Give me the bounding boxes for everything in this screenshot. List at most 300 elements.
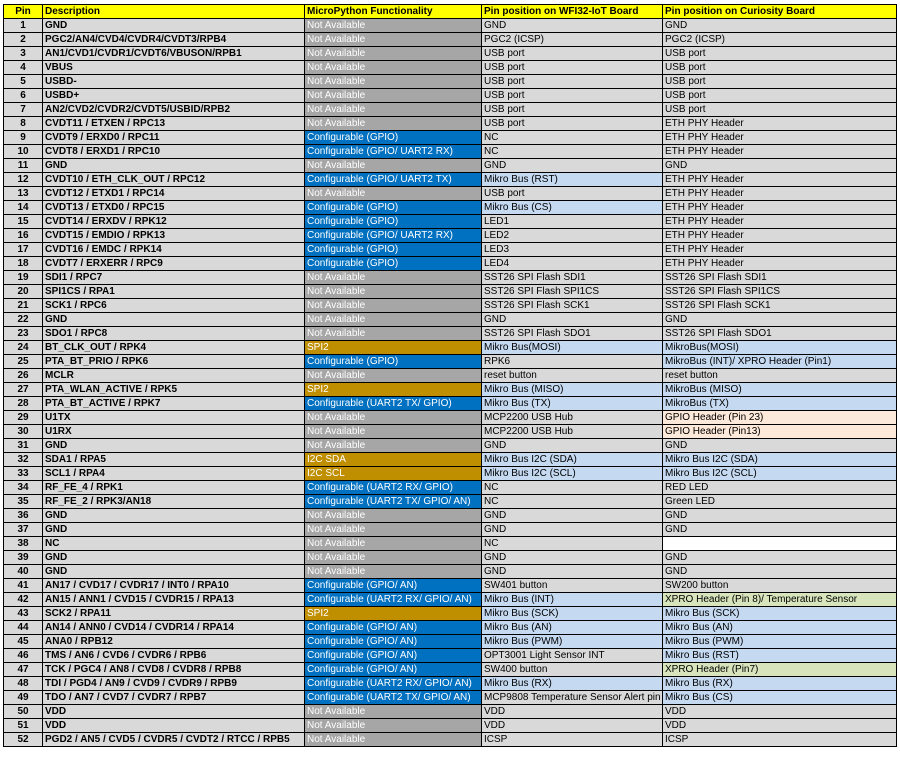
- pin-number-cell: 34: [4, 481, 43, 495]
- description-cell: TMS / AN6 / CVD6 / CVDR6 / RPB6: [43, 649, 305, 663]
- wfi32-position-cell: LED2: [482, 229, 663, 243]
- description-cell: CVDT10 / ETH_CLK_OUT / RPC12: [43, 173, 305, 187]
- wfi32-position-cell: PGC2 (ICSP): [482, 33, 663, 47]
- description-cell: RF_FE_4 / RPK1: [43, 481, 305, 495]
- pin-number-cell: 18: [4, 257, 43, 271]
- micropython-cell: Configurable (GPIO/ AN): [305, 663, 482, 677]
- micropython-cell: Configurable (UART2 RX/ GPIO/ AN): [305, 593, 482, 607]
- pin-number-cell: 49: [4, 691, 43, 705]
- wfi32-position-cell: Mikro Bus I2C (SCL): [482, 467, 663, 481]
- header-wfi32-position: Pin position on WFI32-IoT Board: [482, 5, 663, 19]
- pin-number-cell: 6: [4, 89, 43, 103]
- curiosity-position-cell: Mikro Bus (RX): [663, 677, 897, 691]
- micropython-cell: Configurable (GPIO/ AN): [305, 579, 482, 593]
- table-row: [4, 341, 897, 355]
- description-cell: TDI / PGD4 / AN9 / CVD9 / CVDR9 / RPB9: [43, 677, 305, 691]
- table-row: [4, 425, 897, 439]
- description-cell: GND: [43, 523, 305, 537]
- micropython-cell: Not Available: [305, 719, 482, 733]
- table-row: [4, 75, 897, 89]
- table-row: [4, 257, 897, 271]
- micropython-cell: Not Available: [305, 733, 482, 747]
- table-row: [4, 411, 897, 425]
- description-cell: U1RX: [43, 425, 305, 439]
- header-row: [4, 5, 897, 19]
- table-row: [4, 243, 897, 257]
- curiosity-position-cell: Mikro Bus I2C (SCL): [663, 467, 897, 481]
- table-row: [4, 523, 897, 537]
- micropython-cell: Not Available: [305, 551, 482, 565]
- wfi32-position-cell: MCP2200 USB Hub: [482, 411, 663, 425]
- pin-number-cell: 45: [4, 635, 43, 649]
- curiosity-position-cell: GND: [663, 509, 897, 523]
- curiosity-position-cell: SST26 SPI Flash SCK1: [663, 299, 897, 313]
- pin-number-cell: 5: [4, 75, 43, 89]
- table-row: [4, 187, 897, 201]
- table-row: [4, 551, 897, 565]
- table-row: [4, 299, 897, 313]
- micropython-cell: Configurable (GPIO/ UART2 RX): [305, 229, 482, 243]
- pin-number-cell: 38: [4, 537, 43, 551]
- description-cell: PTA_BT_PRIO / RPK6: [43, 355, 305, 369]
- table-row: [4, 33, 897, 47]
- pin-number-cell: 4: [4, 61, 43, 75]
- description-cell: ANA0 / RPB12: [43, 635, 305, 649]
- wfi32-position-cell: SW401 button: [482, 579, 663, 593]
- description-cell: VBUS: [43, 61, 305, 75]
- pin-number-cell: 17: [4, 243, 43, 257]
- wfi32-position-cell: LED4: [482, 257, 663, 271]
- micropython-cell: Not Available: [305, 369, 482, 383]
- wfi32-position-cell: USB port: [482, 103, 663, 117]
- curiosity-position-cell: [663, 537, 897, 551]
- pin-number-cell: 8: [4, 117, 43, 131]
- description-cell: BT_CLK_OUT / RPK4: [43, 341, 305, 355]
- wfi32-position-cell: Mikro Bus (PWM): [482, 635, 663, 649]
- pin-number-cell: 40: [4, 565, 43, 579]
- table-row: [4, 719, 897, 733]
- curiosity-position-cell: RED LED: [663, 481, 897, 495]
- wfi32-position-cell: NC: [482, 145, 663, 159]
- curiosity-position-cell: GND: [663, 523, 897, 537]
- wfi32-position-cell: reset button: [482, 369, 663, 383]
- micropython-cell: SPI2: [305, 383, 482, 397]
- table-row: [4, 285, 897, 299]
- table-row: [4, 369, 897, 383]
- description-cell: CVDT9 / ERXD0 / RPC11: [43, 131, 305, 145]
- wfi32-position-cell: Mikro Bus(MOSI): [482, 341, 663, 355]
- wfi32-position-cell: LED3: [482, 243, 663, 257]
- description-cell: AN2/CVD2/CVDR2/CVDT5/USBID/RPB2: [43, 103, 305, 117]
- description-cell: AN14 / ANN0 / CVD14 / CVDR14 / RPA14: [43, 621, 305, 635]
- wfi32-position-cell: Mikro Bus (MISO): [482, 383, 663, 397]
- pin-number-cell: 2: [4, 33, 43, 47]
- micropython-cell: Configurable (UART2 RX/ GPIO): [305, 481, 482, 495]
- pin-number-cell: 24: [4, 341, 43, 355]
- pin-number-cell: 11: [4, 159, 43, 173]
- description-cell: CVDT16 / EMDC / RPK14: [43, 243, 305, 257]
- curiosity-position-cell: SW200 button: [663, 579, 897, 593]
- micropython-cell: Not Available: [305, 89, 482, 103]
- micropython-cell: Not Available: [305, 285, 482, 299]
- micropython-cell: Configurable (GPIO): [305, 355, 482, 369]
- wfi32-position-cell: GND: [482, 159, 663, 173]
- pin-number-cell: 27: [4, 383, 43, 397]
- wfi32-position-cell: MCP9808 Temperature Sensor Alert pin: [482, 691, 663, 705]
- pin-number-cell: 28: [4, 397, 43, 411]
- pin-number-cell: 48: [4, 677, 43, 691]
- pin-number-cell: 1: [4, 19, 43, 33]
- curiosity-position-cell: Mikro Bus (RST): [663, 649, 897, 663]
- wfi32-position-cell: GND: [482, 439, 663, 453]
- wfi32-position-cell: USB port: [482, 47, 663, 61]
- pin-number-cell: 35: [4, 495, 43, 509]
- wfi32-position-cell: USB port: [482, 61, 663, 75]
- pin-number-cell: 30: [4, 425, 43, 439]
- pin-number-cell: 33: [4, 467, 43, 481]
- curiosity-position-cell: GND: [663, 313, 897, 327]
- description-cell: SCK1 / RPC6: [43, 299, 305, 313]
- pin-number-cell: 10: [4, 145, 43, 159]
- description-cell: CVDT8 / ERXD1 / RPC10: [43, 145, 305, 159]
- micropython-cell: Not Available: [305, 117, 482, 131]
- pin-number-cell: 23: [4, 327, 43, 341]
- table-row: [4, 159, 897, 173]
- micropython-cell: Configurable (GPIO): [305, 131, 482, 145]
- description-cell: TDO / AN7 / CVD7 / CVDR7 / RPB7: [43, 691, 305, 705]
- description-cell: GND: [43, 439, 305, 453]
- table-row: [4, 215, 897, 229]
- description-cell: TCK / PGC4 / AN8 / CVD8 / CVDR8 / RPB8: [43, 663, 305, 677]
- description-cell: NC: [43, 537, 305, 551]
- curiosity-position-cell: VDD: [663, 719, 897, 733]
- description-cell: PGD2 / AN5 / CVD5 / CVDR5 / CVDT2 / RTCC / RPB5: [43, 733, 305, 747]
- curiosity-position-cell: ETH PHY Header: [663, 201, 897, 215]
- micropython-cell: Configurable (GPIO/ AN): [305, 649, 482, 663]
- pin-number-cell: 42: [4, 593, 43, 607]
- table-row: [4, 355, 897, 369]
- curiosity-position-cell: VDD: [663, 705, 897, 719]
- description-cell: CVDT12 / ETXD1 / RPC14: [43, 187, 305, 201]
- wfi32-position-cell: VDD: [482, 705, 663, 719]
- curiosity-position-cell: Mikro Bus (SCK): [663, 607, 897, 621]
- curiosity-position-cell: GND: [663, 551, 897, 565]
- table-row: [4, 61, 897, 75]
- table-row: [4, 173, 897, 187]
- pin-number-cell: 37: [4, 523, 43, 537]
- wfi32-position-cell: NC: [482, 495, 663, 509]
- pin-number-cell: 26: [4, 369, 43, 383]
- curiosity-position-cell: reset button: [663, 369, 897, 383]
- table-row: [4, 607, 897, 621]
- pin-number-cell: 12: [4, 173, 43, 187]
- wfi32-position-cell: NC: [482, 131, 663, 145]
- curiosity-position-cell: ICSP: [663, 733, 897, 747]
- pin-table-container: [3, 4, 897, 747]
- table-body: [4, 19, 897, 747]
- curiosity-position-cell: USB port: [663, 103, 897, 117]
- micropython-cell: Not Available: [305, 313, 482, 327]
- wfi32-position-cell: Mikro Bus (INT): [482, 593, 663, 607]
- pin-number-cell: 52: [4, 733, 43, 747]
- micropython-cell: Configurable (GPIO/ AN): [305, 621, 482, 635]
- table-row: [4, 103, 897, 117]
- description-cell: AN15 / ANN1 / CVD15 / CVDR15 / RPA13: [43, 593, 305, 607]
- curiosity-position-cell: ETH PHY Header: [663, 145, 897, 159]
- pin-number-cell: 39: [4, 551, 43, 565]
- micropython-cell: Configurable (GPIO/ UART2 TX): [305, 173, 482, 187]
- description-cell: USBD-: [43, 75, 305, 89]
- wfi32-position-cell: SST26 SPI Flash SDO1: [482, 327, 663, 341]
- description-cell: RF_FE_2 / RPK3/AN18: [43, 495, 305, 509]
- description-cell: GND: [43, 565, 305, 579]
- table-row: [4, 47, 897, 61]
- description-cell: MCLR: [43, 369, 305, 383]
- table-row: [4, 313, 897, 327]
- pin-number-cell: 32: [4, 453, 43, 467]
- curiosity-position-cell: GPIO Header (Pin13): [663, 425, 897, 439]
- curiosity-position-cell: SST26 SPI Flash SPI1CS: [663, 285, 897, 299]
- table-row: [4, 509, 897, 523]
- table-row: [4, 439, 897, 453]
- curiosity-position-cell: MikroBus (INT)/ XPRO Header (Pin1): [663, 355, 897, 369]
- table-row: [4, 131, 897, 145]
- table-row: [4, 733, 897, 747]
- curiosity-position-cell: MikroBus(MOSI): [663, 341, 897, 355]
- description-cell: U1TX: [43, 411, 305, 425]
- description-cell: PTA_BT_ACTIVE / RPK7: [43, 397, 305, 411]
- micropython-cell: Not Available: [305, 271, 482, 285]
- micropython-cell: Configurable (GPIO): [305, 201, 482, 215]
- description-cell: VDD: [43, 719, 305, 733]
- description-cell: CVDT7 / ERXERR / RPC9: [43, 257, 305, 271]
- table-row: [4, 481, 897, 495]
- wfi32-position-cell: Mikro Bus I2C (SDA): [482, 453, 663, 467]
- wfi32-position-cell: GND: [482, 313, 663, 327]
- wfi32-position-cell: SST26 SPI Flash SCK1: [482, 299, 663, 313]
- wfi32-position-cell: Mikro Bus (TX): [482, 397, 663, 411]
- micropython-cell: Not Available: [305, 33, 482, 47]
- curiosity-position-cell: ETH PHY Header: [663, 173, 897, 187]
- pin-number-cell: 47: [4, 663, 43, 677]
- description-cell: GND: [43, 313, 305, 327]
- pin-number-cell: 44: [4, 621, 43, 635]
- pin-number-cell: 7: [4, 103, 43, 117]
- curiosity-position-cell: ETH PHY Header: [663, 187, 897, 201]
- curiosity-position-cell: ETH PHY Header: [663, 243, 897, 257]
- wfi32-position-cell: Mikro Bus (AN): [482, 621, 663, 635]
- pin-number-cell: 43: [4, 607, 43, 621]
- table-row: [4, 467, 897, 481]
- wfi32-position-cell: SST26 SPI Flash SPI1CS: [482, 285, 663, 299]
- description-cell: AN1/CVD1/CVDR1/CVDT6/VBUSON/RPB1: [43, 47, 305, 61]
- micropython-cell: Configurable (GPIO): [305, 257, 482, 271]
- wfi32-position-cell: USB port: [482, 187, 663, 201]
- pin-number-cell: 51: [4, 719, 43, 733]
- curiosity-position-cell: MikroBus (MISO): [663, 383, 897, 397]
- micropython-cell: Not Available: [305, 537, 482, 551]
- wfi32-position-cell: Mikro Bus (RST): [482, 173, 663, 187]
- description-cell: GND: [43, 551, 305, 565]
- description-cell: SCL1 / RPA4: [43, 467, 305, 481]
- table-row: [4, 229, 897, 243]
- micropython-cell: Not Available: [305, 103, 482, 117]
- pin-number-cell: 14: [4, 201, 43, 215]
- micropython-cell: Configurable (UART2 RX/ GPIO/ AN): [305, 677, 482, 691]
- curiosity-position-cell: SST26 SPI Flash SDO1: [663, 327, 897, 341]
- table-row: [4, 579, 897, 593]
- table-row: [4, 663, 897, 677]
- curiosity-position-cell: Mikro Bus (AN): [663, 621, 897, 635]
- curiosity-position-cell: XPRO Header (Pin 8)/ Temperature Sensor: [663, 593, 897, 607]
- curiosity-position-cell: GND: [663, 159, 897, 173]
- header-description: Description: [43, 5, 305, 19]
- micropython-cell: Not Available: [305, 47, 482, 61]
- wfi32-position-cell: Mikro Bus (RX): [482, 677, 663, 691]
- wfi32-position-cell: GND: [482, 551, 663, 565]
- description-cell: CVDT15 / EMDIO / RPK13: [43, 229, 305, 243]
- wfi32-position-cell: VDD: [482, 719, 663, 733]
- wfi32-position-cell: GND: [482, 509, 663, 523]
- description-cell: SCK2 / RPA11: [43, 607, 305, 621]
- description-cell: GND: [43, 509, 305, 523]
- table-row: [4, 635, 897, 649]
- micropython-cell: Configurable (UART2 TX/ GPIO/ AN): [305, 691, 482, 705]
- curiosity-position-cell: ETH PHY Header: [663, 215, 897, 229]
- table-row: [4, 397, 897, 411]
- pin-number-cell: 31: [4, 439, 43, 453]
- table-row: [4, 117, 897, 131]
- curiosity-position-cell: GND: [663, 19, 897, 33]
- pin-number-cell: 22: [4, 313, 43, 327]
- curiosity-position-cell: PGC2 (ICSP): [663, 33, 897, 47]
- wfi32-position-cell: GND: [482, 565, 663, 579]
- curiosity-position-cell: SST26 SPI Flash SDI1: [663, 271, 897, 285]
- micropython-cell: Not Available: [305, 705, 482, 719]
- curiosity-position-cell: GPIO Header (Pin 23): [663, 411, 897, 425]
- description-cell: CVDT14 / ERXDV / RPK12: [43, 215, 305, 229]
- pin-number-cell: 19: [4, 271, 43, 285]
- micropython-cell: Not Available: [305, 425, 482, 439]
- curiosity-position-cell: GND: [663, 439, 897, 453]
- micropython-cell: Not Available: [305, 439, 482, 453]
- curiosity-position-cell: USB port: [663, 61, 897, 75]
- pin-number-cell: 20: [4, 285, 43, 299]
- table-row: [4, 691, 897, 705]
- table-row: [4, 327, 897, 341]
- wfi32-position-cell: MCP2200 USB Hub: [482, 425, 663, 439]
- curiosity-position-cell: Mikro Bus (CS): [663, 691, 897, 705]
- micropython-cell: Not Available: [305, 19, 482, 33]
- micropython-cell: Not Available: [305, 509, 482, 523]
- description-cell: GND: [43, 159, 305, 173]
- pin-number-cell: 3: [4, 47, 43, 61]
- table-row: [4, 383, 897, 397]
- description-cell: AN17 / CVD17 / CVDR17 / INT0 / RPA10: [43, 579, 305, 593]
- micropython-cell: Not Available: [305, 523, 482, 537]
- description-cell: USBD+: [43, 89, 305, 103]
- micropython-cell: Not Available: [305, 565, 482, 579]
- pin-number-cell: 36: [4, 509, 43, 523]
- micropython-cell: Not Available: [305, 299, 482, 313]
- micropython-cell: Configurable (GPIO): [305, 215, 482, 229]
- micropython-cell: Not Available: [305, 159, 482, 173]
- table-row: [4, 453, 897, 467]
- curiosity-position-cell: GND: [663, 565, 897, 579]
- table-row: [4, 201, 897, 215]
- wfi32-position-cell: SW400 button: [482, 663, 663, 677]
- micropython-cell: Not Available: [305, 75, 482, 89]
- curiosity-position-cell: XPRO Header (Pin7): [663, 663, 897, 677]
- table-row: [4, 495, 897, 509]
- micropython-cell: Configurable (GPIO/ UART2 RX): [305, 145, 482, 159]
- table-row: [4, 621, 897, 635]
- curiosity-position-cell: Mikro Bus I2C (SDA): [663, 453, 897, 467]
- micropython-cell: Not Available: [305, 187, 482, 201]
- wfi32-position-cell: Mikro Bus (CS): [482, 201, 663, 215]
- pin-number-cell: 25: [4, 355, 43, 369]
- curiosity-position-cell: Green LED: [663, 495, 897, 509]
- description-cell: CVDT13 / ETXD0 / RPC15: [43, 201, 305, 215]
- description-cell: PTA_WLAN_ACTIVE / RPK5: [43, 383, 305, 397]
- description-cell: SDI1 / RPC7: [43, 271, 305, 285]
- wfi32-position-cell: LED1: [482, 215, 663, 229]
- table-row: [4, 565, 897, 579]
- description-cell: SDO1 / RPC8: [43, 327, 305, 341]
- wfi32-position-cell: USB port: [482, 75, 663, 89]
- wfi32-position-cell: GND: [482, 523, 663, 537]
- micropython-cell: Not Available: [305, 61, 482, 75]
- micropython-cell: SPI2: [305, 607, 482, 621]
- pin-number-cell: 21: [4, 299, 43, 313]
- table-row: [4, 593, 897, 607]
- pin-number-cell: 46: [4, 649, 43, 663]
- micropython-cell: SPI2: [305, 341, 482, 355]
- micropython-cell: Configurable (UART2 TX/ GPIO/ AN): [305, 495, 482, 509]
- table-row: [4, 677, 897, 691]
- table-row: [4, 271, 897, 285]
- micropython-cell: Not Available: [305, 411, 482, 425]
- table-row: [4, 537, 897, 551]
- micropython-cell: Configurable (GPIO): [305, 243, 482, 257]
- description-cell: CVDT11 / ETXEN / RPC13: [43, 117, 305, 131]
- header-micropython: MicroPython Functionality: [305, 5, 482, 19]
- table-row: [4, 89, 897, 103]
- description-cell: SDA1 / RPA5: [43, 453, 305, 467]
- micropython-cell: I2C SCL: [305, 467, 482, 481]
- micropython-cell: I2C SDA: [305, 453, 482, 467]
- pin-number-cell: 29: [4, 411, 43, 425]
- pin-number-cell: 41: [4, 579, 43, 593]
- wfi32-position-cell: NC: [482, 481, 663, 495]
- wfi32-position-cell: NC: [482, 537, 663, 551]
- curiosity-position-cell: MikroBus (TX): [663, 397, 897, 411]
- table-row: [4, 705, 897, 719]
- curiosity-position-cell: USB port: [663, 89, 897, 103]
- micropython-cell: Configurable (UART2 TX/ GPIO): [305, 397, 482, 411]
- wfi32-position-cell: Mikro Bus (SCK): [482, 607, 663, 621]
- table-row: [4, 19, 897, 33]
- curiosity-position-cell: USB port: [663, 47, 897, 61]
- micropython-cell: Configurable (GPIO/ AN): [305, 635, 482, 649]
- wfi32-position-cell: ICSP: [482, 733, 663, 747]
- wfi32-position-cell: RPK6: [482, 355, 663, 369]
- micropython-cell: Not Available: [305, 327, 482, 341]
- description-cell: SPI1CS / RPA1: [43, 285, 305, 299]
- wfi32-position-cell: SST26 SPI Flash SDI1: [482, 271, 663, 285]
- pin-number-cell: 9: [4, 131, 43, 145]
- pin-number-cell: 15: [4, 215, 43, 229]
